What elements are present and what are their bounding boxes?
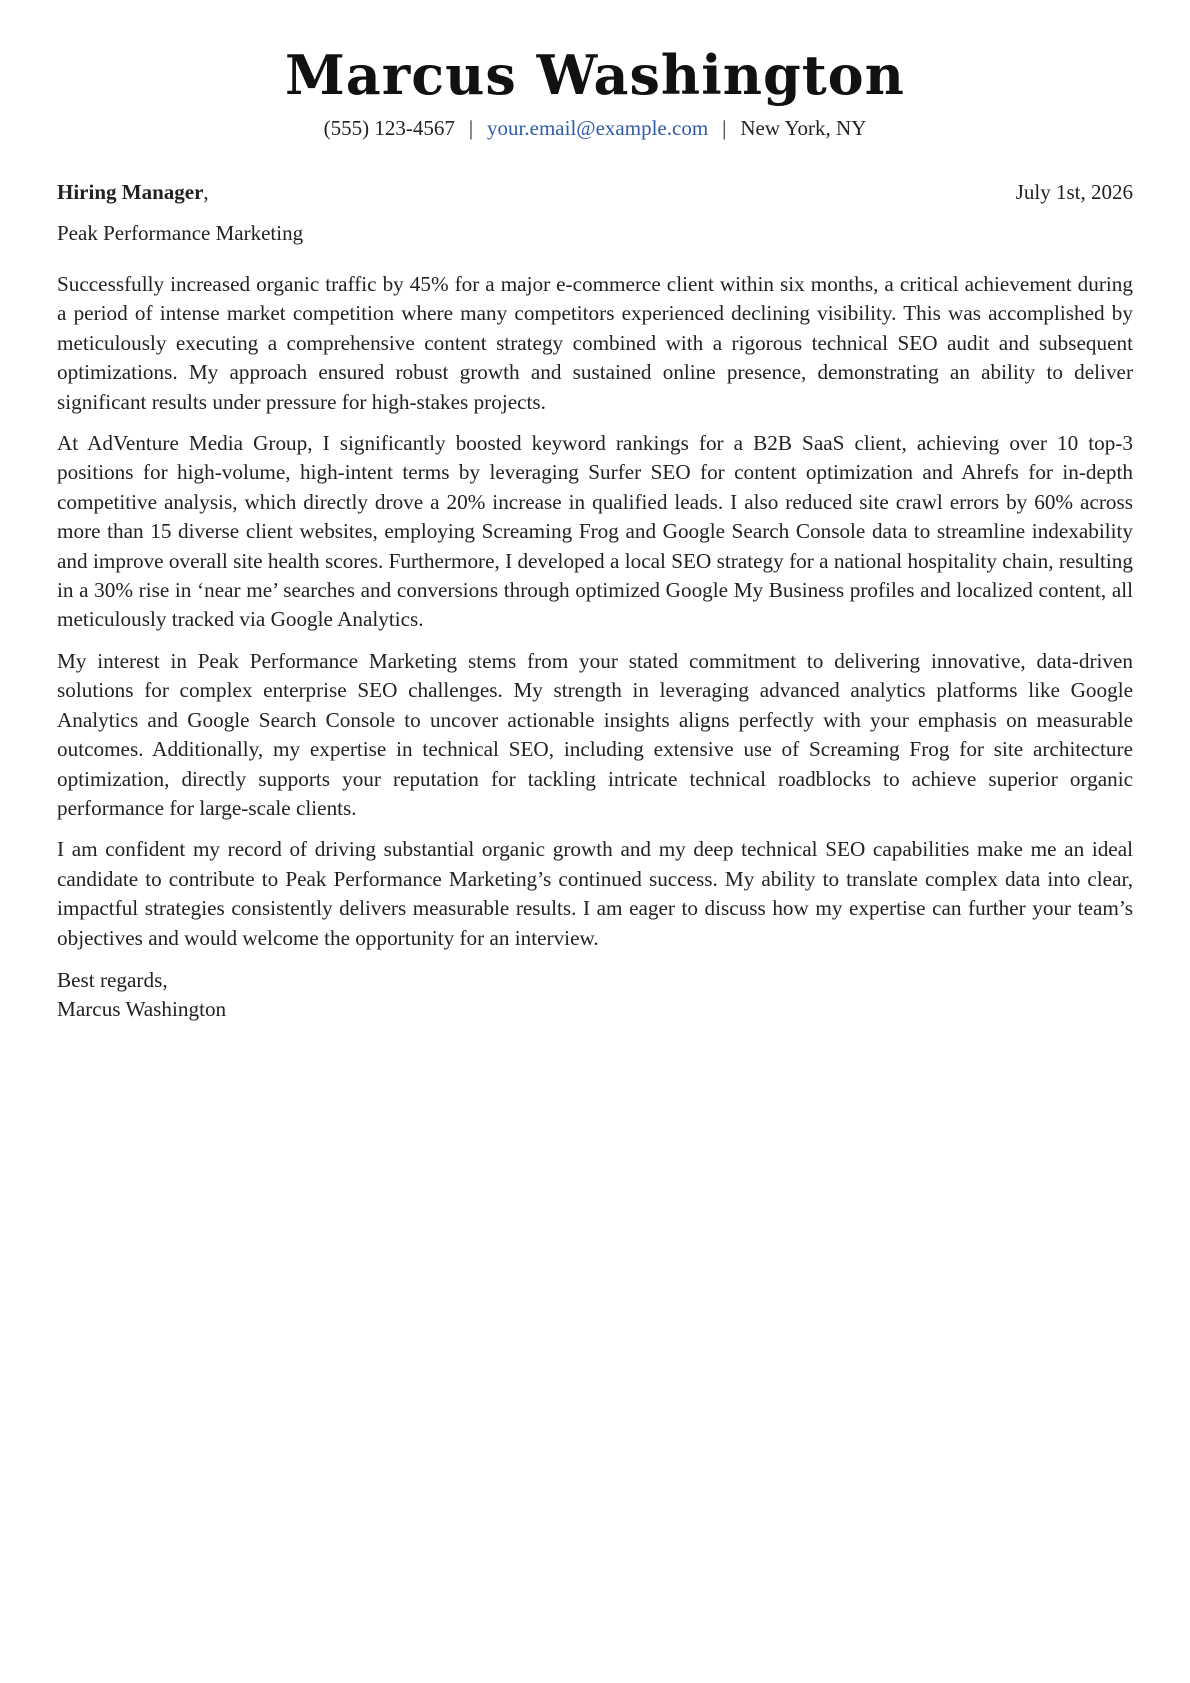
recipient-company: Peak Performance Marketing [57, 221, 304, 245]
sign-off: Best regards, [57, 967, 168, 992]
phone-number: (555) 123-4567 [323, 116, 455, 140]
body-paragraph: My interest in Peak Performance Marketing stems from your stated commitment to delivering innovative, data-driven solutions for complex enterprise SEO challenges. My strength in leveraging advanced analytics platforms like Google Analytics and Google Search Console to uncover actionable insights aligns perfectly with your emphasis on measurable outcomes. Additionally, my expertise in technical SEO, including extensive use of Screaming Frog for site architecture optimization, directly supports your reputation for tackling intricate technical roadblocks to achieve superior organic performance for large-scale clients. [57, 648, 1133, 820]
salutation-name: Hiring Manager [57, 180, 204, 204]
closing-block [57, 966, 1133, 1025]
body-paragraph: I am confident my record of driving substantial organic growth and my deep technical SEO capabilities make me an ideal candidate to contribute to Peak Performance Marketing’s continued success. My ability to translate complex data into clear, impactful strategies consistently delivers measurable results. I am eager to discuss how my expertise can further your team’s objectives and would welcome the opportunity for an interview. [57, 837, 1133, 950]
recipient-row [57, 178, 1133, 206]
applicant-name: Marcus Washington [285, 43, 905, 107]
contact-separator: | [468, 116, 474, 140]
body-paragraph: Successfully increased organic traffic by 45% for a major e-commerce client within six months, a critical achievement during a period of intense market competition where many competitors experienced declining visibility. This was accomplished by meticulously executing a comprehensive content strategy combined with a rigorous technical SEO audit and subsequent optimizations. My approach ensured robust growth and sustained online presence, demonstrating an ability to deliver significant results under pressure for high-stakes projects. [57, 272, 1133, 414]
contact-line [57, 114, 1133, 142]
signature-name: Marcus Washington [57, 997, 227, 1022]
cover-letter-page [57, 0, 1133, 1025]
salutation [57, 178, 209, 206]
letter-date: July 1st, 2026 [1015, 180, 1133, 204]
email-link[interactable]: your.email@example.com [487, 116, 709, 140]
body-paragraph: At AdVenture Media Group, I significantly boosted keyword rankings for a B2B SaaS client, achieving over 10 top-3 positions for high-volume, high-intent terms by leveraging Surfer SEO for content optimization and Ahrefs for in-depth competitive analysis, which directly drove a 20% increase in qualified leads. I also reduced site crawl errors by 60% across more than 15 diverse client websites, employing Screaming Frog and Google Search Console data to streamline indexability and improve overall site health scores. Furthermore, I developed a local SEO strategy for a national hospitality chain, resulting in a 30% rise in ‘near me’ searches and conversions through optimized Google My Business profiles and localized content, all meticulously tracked via Google Analytics. [57, 431, 1133, 632]
location: New York, NY [740, 116, 867, 140]
contact-separator: | [722, 116, 727, 140]
salutation-punct: , [203, 180, 209, 204]
